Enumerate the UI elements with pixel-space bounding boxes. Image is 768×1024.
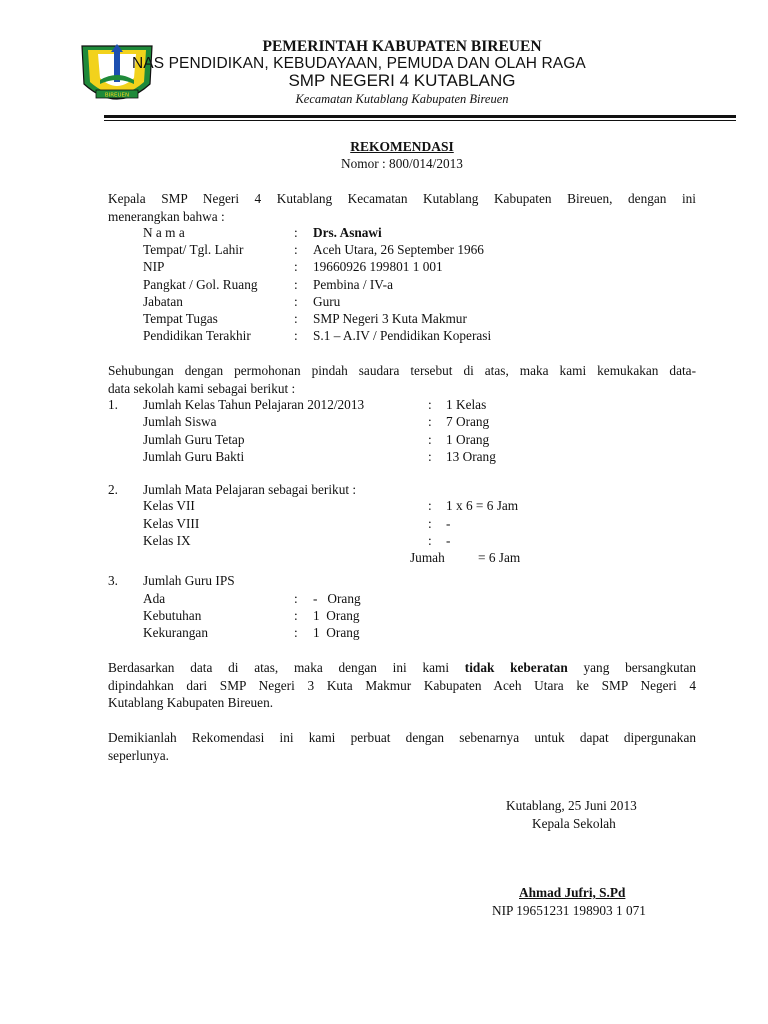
colon: : <box>428 397 432 412</box>
signature-name: Ahmad Jufri, S.Pd <box>519 885 626 900</box>
data-intro-line-2: data sekolah kami sebagai berikut : <box>108 380 296 396</box>
decision-line-1-start: Berdasarkan data di atas, maka dengan ini kami <box>108 660 450 675</box>
colon: : <box>294 311 298 326</box>
logo-lettering: BIREUEN <box>104 92 130 99</box>
signature-position: Kepala Sekolah <box>532 816 616 831</box>
section-2-value: - <box>446 516 451 531</box>
colon: : <box>294 625 298 640</box>
letterhead-government: PEMERINTAH KABUPATEN BIREUEN <box>262 38 542 55</box>
colon: : <box>294 259 298 274</box>
colon: : <box>428 414 432 429</box>
letterhead-rule-thick <box>104 115 736 118</box>
section-1-label: Jumlah Guru Bakti <box>143 449 245 464</box>
decision-line-1 <box>108 659 696 677</box>
decision-emphasis: tidak keberatan <box>464 660 568 675</box>
section-number: 1. <box>108 397 118 412</box>
colon: : <box>294 277 298 292</box>
letterhead-department: NAS PENDIDIKAN, KEBUDAYAAN, PEMUDA DAN OLAH RAGA <box>132 55 586 72</box>
section-2-total-value: = 6 Jam <box>478 550 521 565</box>
identity-value: Drs. Asnawi <box>313 225 382 240</box>
section-2-label: Kelas VIII <box>143 516 200 531</box>
identity-label: Jabatan <box>143 294 183 309</box>
data-intro-paragraph <box>108 362 696 397</box>
decision-line-1-end: yang bersangkutan <box>583 660 696 675</box>
colon: : <box>294 608 298 623</box>
section-2-value: 1 x 6 = 6 Jam <box>446 498 519 513</box>
decision-line-3: Kutablang Kabupaten Bireuen. <box>108 695 274 710</box>
section-2-label: Kelas VII <box>143 498 195 513</box>
section-2-label: Kelas IX <box>143 533 191 548</box>
section-3-value: 1 Orang <box>313 625 360 640</box>
section-1-label: Jumlah Siswa <box>143 414 217 429</box>
section-3-label: Kekurangan <box>143 625 208 640</box>
section-1-label: Jumlah Guru Tetap <box>143 432 245 447</box>
colon: : <box>428 432 432 447</box>
signature-place-date: Kutablang, 25 Juni 2013 <box>506 798 637 813</box>
identity-value: Guru <box>313 294 341 309</box>
section-3-label: Ada <box>143 591 166 606</box>
colon: : <box>294 225 298 240</box>
colon: : <box>294 294 298 309</box>
section-3-heading: Jumlah Guru IPS <box>143 573 235 588</box>
letterhead-school: SMP NEGERI 4 KUTABLANG <box>288 71 516 90</box>
section-2-total-label: Jumah <box>410 550 445 565</box>
colon: : <box>294 242 298 257</box>
section-1-label: Jumlah Kelas Tahun Pelajaran 2012/2013 <box>143 397 365 412</box>
section-3-value: 1 Orang <box>313 608 360 623</box>
section-number: 3. <box>108 573 118 588</box>
letterhead-address: Kecamatan Kutablang Kabupaten Bireuen <box>295 92 509 106</box>
colon: : <box>428 498 432 513</box>
identity-value: 19660926 199801 1 001 <box>313 259 443 274</box>
identity-label: Pendidikan Terakhir <box>143 328 251 343</box>
closing-paragraph <box>108 729 696 764</box>
colon: : <box>294 591 298 606</box>
data-intro-line-1: Sehubungan dengan permohonan pindah saudara tersebut di atas, maka kami kemukakan data- <box>108 363 696 378</box>
letter-number: Nomor : 800/014/2013 <box>341 156 463 171</box>
identity-value: Pembina / IV-a <box>313 277 394 292</box>
signature-nip: NIP 19651231 198903 1 071 <box>492 903 646 918</box>
intro-line-2: menerangkan bahwa : <box>108 208 225 224</box>
section-1-value: 7 Orang <box>446 414 490 429</box>
colon: : <box>428 533 432 548</box>
closing-line-1: Demikianlah Rekomendasi ini kami perbuat dengan sebenarnya untuk dapat dipergunakan <box>108 730 696 745</box>
letterhead-rule-thin <box>104 120 736 121</box>
identity-label: Tempat/ Tgl. Lahir <box>143 242 244 257</box>
section-2-value: - <box>446 533 451 548</box>
section-3-value: - Orang <box>313 591 361 606</box>
intro-paragraph <box>108 190 696 225</box>
section-1-value: 13 Orang <box>446 449 496 464</box>
identity-value: SMP Negeri 3 Kuta Makmur <box>313 311 467 326</box>
section-2-heading: Jumlah Mata Pelajaran sebagai berikut : <box>143 482 357 497</box>
section-number: 2. <box>108 482 118 497</box>
letter-title: REKOMENDASI <box>350 139 454 154</box>
colon: : <box>428 516 432 531</box>
colon: : <box>428 449 432 464</box>
decision-line-2: dipindahkan dari SMP Negeri 3 Kuta Makmur Kabupaten Aceh Utara ke SMP Negeri 4 <box>108 677 696 693</box>
intro-line-1: Kepala SMP Negeri 4 Kutablang Kecamatan Kutablang Kabupaten Bireuen, dengan ini <box>108 191 696 206</box>
section-3-label: Kebutuhan <box>143 608 202 623</box>
section-1-value: 1 Kelas <box>446 397 487 412</box>
identity-value: Aceh Utara, 26 September 1966 <box>313 242 484 257</box>
identity-value: S.1 – A.IV / Pendidikan Koperasi <box>313 328 492 343</box>
colon: : <box>294 328 298 343</box>
closing-line-2: seperlunya. <box>108 747 169 763</box>
identity-label: Tempat Tugas <box>143 311 218 326</box>
identity-label: Pangkat / Gol. Ruang <box>143 277 258 292</box>
section-1-value: 1 Orang <box>446 432 490 447</box>
identity-label: NIP <box>143 259 165 274</box>
decision-paragraph <box>108 659 696 712</box>
identity-label: N a m a <box>143 225 185 240</box>
